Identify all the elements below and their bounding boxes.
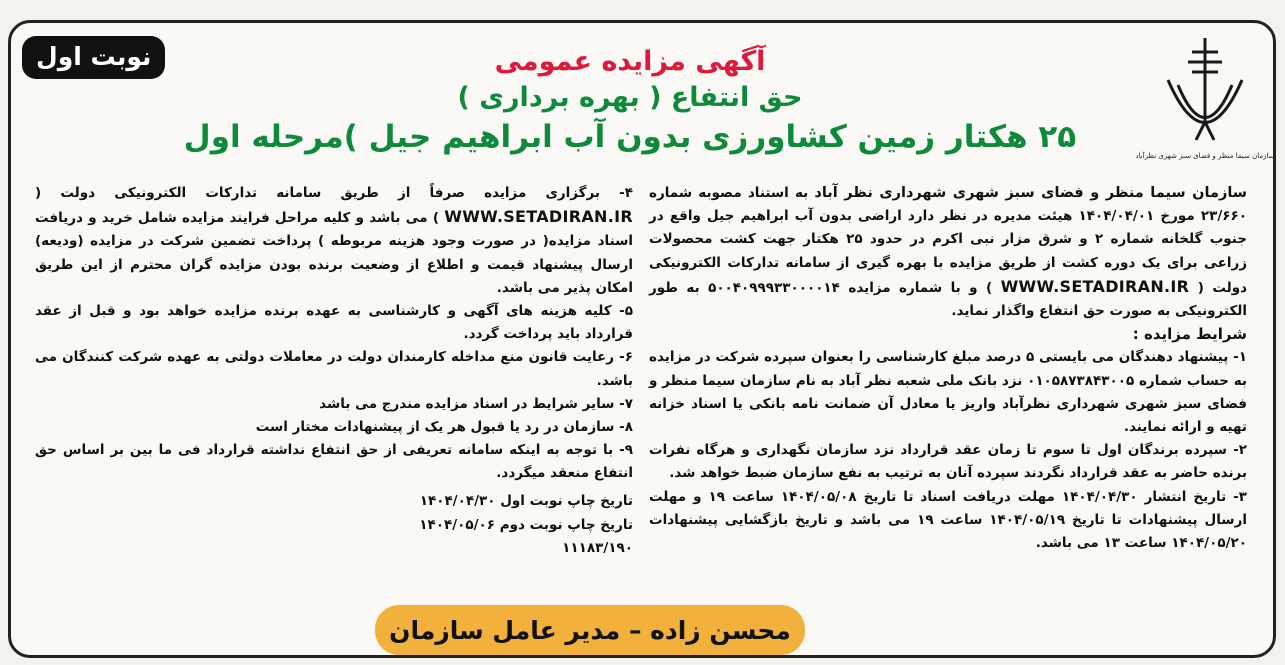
- setadiran-link-2[interactable]: WWW.SETADIRAN.IR: [444, 207, 633, 227]
- organization-logo-icon: [1135, 30, 1275, 165]
- intro-end-text: ) و با شماره مزایده ۵۰۰۴۰۹۹۹۳۳۰۰۰۰۱۴ به طور الکترونیکی به صورت حق انتفاع واگذار نماید.: [649, 279, 1247, 320]
- intro-paragraph: [649, 182, 1247, 323]
- ad-code: ۱۱۱۸۳/۱۹۰: [562, 540, 633, 556]
- item4-text-b: ) می باشد و کلیه مراحل فرایند مزایده شامل خرید و دریافت اسناد مزایده( در صورت وجود هزینه مربوطه ) پرداخت تضمین شرکت در مزایده (ودیعه) ارسال پیشنهاد قیمت و اطلاع از وضعیت برنده بودن مزایده گران محترم از این طریق امکان پذیر می باشد.: [35, 210, 633, 296]
- condition-item-7: ۷- سایر شرایط در اسناد مزایده مندرج می باشد: [319, 395, 633, 412]
- print-date-first: تاریخ چاپ نوبت اول ۱۴۰۴/۰۴/۳۰: [419, 493, 633, 509]
- condition-item-9: ۹- با توجه به اینکه سامانه تعریفی از حق انتفاع نداشته قرارداد فی ما بین بر اساس حق انتفاع منعقد میگردد.: [35, 442, 633, 482]
- conditions-heading: شرایط مزایده :: [1132, 325, 1247, 344]
- condition-item-8: ۸- سازمان در رد یا قبول هر یک از پیشنهادات مختار است: [255, 419, 633, 436]
- condition-item-2: ۲- سپرده برندگان اول تا سوم تا زمان عقد قرارداد نزد سازمان نگهداری و هرگاه نفرات برنده حاضر به عقد قرارداد نگردند سپرده آنان به ترتیب به نفع سازمان ضبط خواهد شد.: [649, 442, 1247, 482]
- organization-name: سازمان سیما منظر و فضای سبز شهری شهرداری نظر آباد: [814, 185, 1248, 201]
- condition-item-5: ۵- کلیه هزینه های آگهی و کارشناسی به عهده برنده مزایده خواهد بود و قبل از عقد قرارداد باید پرداخت گردد.: [35, 303, 633, 343]
- first-publication-badge: نوبت اول: [22, 36, 165, 79]
- title-line-3: ۲۵ هکتار زمین کشاورزی بدون آب ابراهیم جیل )مرحله اول: [183, 119, 1077, 155]
- logo-caption: سازمان سیما منظر و فضای سبز شهری نظرآباد: [1135, 152, 1275, 160]
- right-text-column: [649, 182, 1247, 555]
- condition-item-1: ۱- پیشنهاد دهندگان می بایستی ۵ درصد مبلغ کارشناسی را بعنوان سپرده شرکت در مزایده به حساب شماره ۰۱۰۵۸۷۳۸۴۳۰۰۵ نزد بانک ملی شعبه نظر آباد به نام سازمان سیما منظر و فضای سبز شهری شهرداری نظرآباد واریز یا معادل آن ضمانت نامه بانکی یا اسناد خزانه تهیه و ارائه نمایند.: [649, 349, 1247, 436]
- title-line-1: آگهی مزایده عمومی: [494, 46, 766, 77]
- left-text-column: [35, 182, 633, 486]
- condition-item-4: [35, 182, 633, 300]
- print-date-second: تاریخ چاپ نوبت دوم ۱۴۰۴/۰۵/۰۶: [419, 516, 633, 533]
- setadiran-link[interactable]: WWW.SETADIRAN.IR: [1000, 276, 1190, 296]
- title-block: [150, 44, 1110, 158]
- condition-item-3: ۳- تاریخ انتشار ۱۴۰۴/۰۴/۳۰ مهلت دریافت اسناد تا تاریخ ۱۴۰۴/۰۵/۰۸ ساعت ۱۹ و مهلت ارسال پیشنهادات تا تاریخ ۱۴۰۴/۰۵/۱۹ ساعت ۱۹ می باشد و تاریخ بازگشایی پیشنهادات ۱۴۰۴/۰۵/۲۰ ساعت ۱۳ می باشد.: [649, 488, 1247, 552]
- print-dates: [333, 490, 633, 561]
- title-line-2: حق انتفاع ( بهره برداری ): [457, 82, 803, 113]
- signature-banner: [375, 605, 805, 655]
- intro-text: به استناد مصوبه شماره ۲۳/۶۶۰ مورخ ۱۴۰۴/۰۴/۰۱ هیئت مدیره در نظر دارد اراضی بدون آب ابراهیم جیل واقع در جنوب گلخانه شماره ۲ و شرق مزار نبی اکرم در حدود ۲۵ هکتار جهت کشت محصولات زراعی برای یک دوره کشت از طریق مزایده با بهره گیری از سامانه تدارکات الکترونیکی دولت (: [649, 185, 1248, 296]
- item4-text-a: ۴- برگزاری مزایده صرفاً از طریق سامانه تدارکات الکترونیکی دولت (: [35, 185, 633, 201]
- condition-item-6: ۶- رعایت قانون منع مداخله کارمندان دولت در معاملات دولتی به عهده شرکت کنندگان می باشد.: [35, 349, 633, 389]
- signature-text: محسن زاده – مدیر عامل سازمان: [389, 615, 791, 645]
